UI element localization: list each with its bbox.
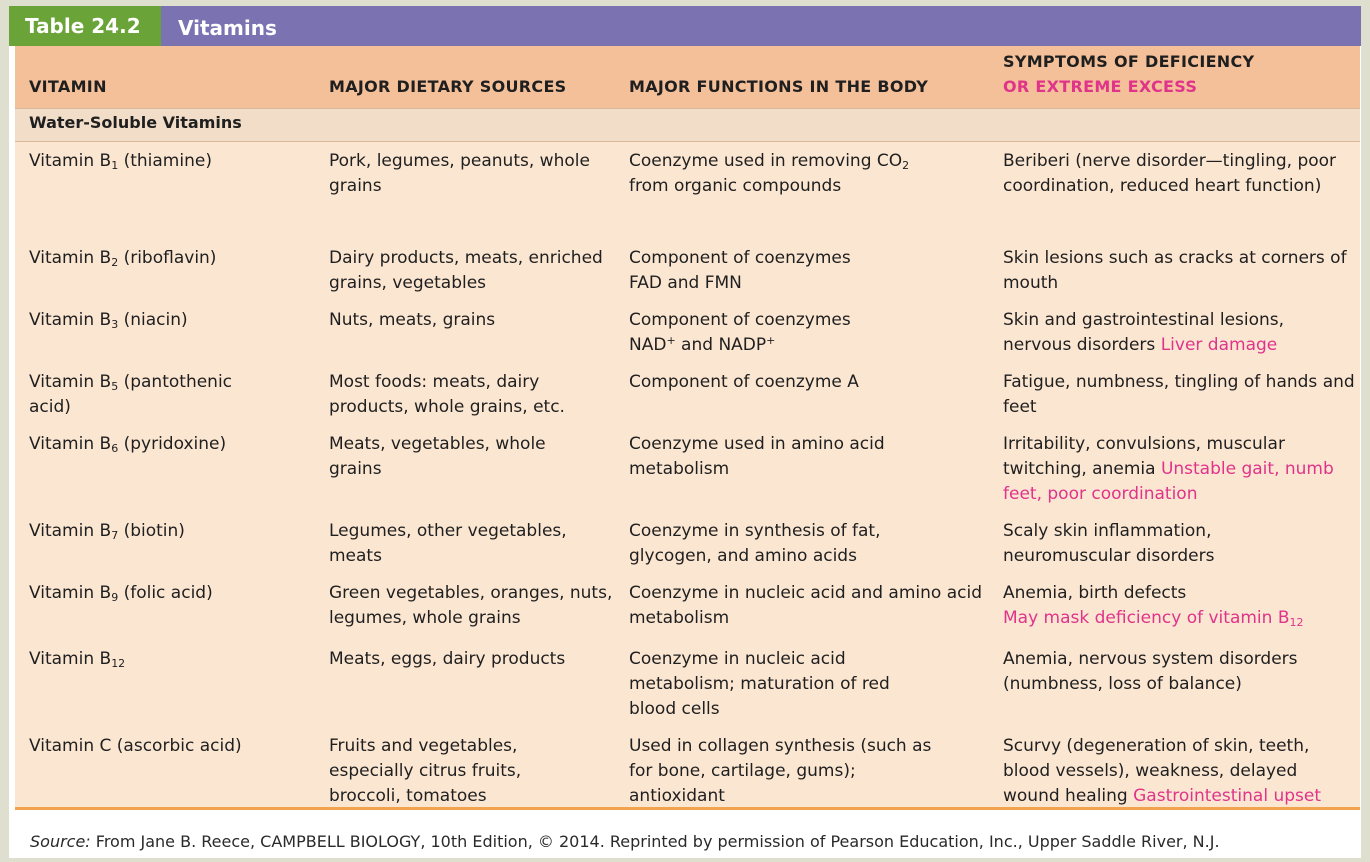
header-functions: MAJOR FUNCTIONS IN THE BODY	[629, 77, 929, 96]
table-title: Vitamins	[178, 16, 277, 40]
sources-cell: Pork, legumes, peanuts, whole grains	[329, 151, 590, 196]
header-symptoms-excess: OR EXTREME EXCESS	[1003, 77, 1198, 96]
functions-cell: Used in collagen synthesis (such as for bone, cartilage, gums); antioxidant	[629, 736, 932, 806]
sources-cell: Legumes, other vegetables, meats	[329, 521, 567, 566]
table-body	[15, 46, 1360, 808]
sources-cell: Dairy products, meats, enriched grains, vegetables	[329, 248, 603, 293]
excess-text: Liver damage	[1160, 335, 1278, 355]
vitamin-cell: Vitamin $B_6$ (pyridoxine)	[29, 434, 227, 455]
header-symptoms-deficiency: SYMPTOMS OF DEFICIENCY	[1003, 52, 1255, 71]
functions-cell: Coenzyme in nucleic acid metabolism; maturation of red blood cells	[629, 649, 890, 719]
vitamin-cell: Vitamin C (ascorbic acid)	[29, 736, 242, 756]
header-vitamin: VITAMIN	[29, 77, 107, 96]
vitamin-cell: Vitamin $B_7$ (biotin)	[29, 521, 185, 542]
section-heading	[15, 108, 1360, 142]
functions-cell: Coenzyme in nucleic acid and amino acid metabolism	[629, 583, 982, 628]
vitamin-cell: Vitamin $B_5$ (pantothenic acid)	[29, 372, 233, 417]
functions-cell: Coenzyme used in amino acid metabolism	[629, 434, 885, 479]
vitamin-cell: Vitamin $B_{12}$	[29, 649, 126, 670]
sources-cell: Fruits and vegetables, especially citrus fruits, broccoli, tomatoes	[329, 736, 522, 806]
functions-cell: Component of coenzymes FAD and FMN	[629, 248, 851, 293]
sources-cell: Meats, eggs, dairy products	[329, 649, 566, 669]
sources-cell: Most foods: meats, dairy products, whole grains, etc.	[329, 372, 565, 417]
symptoms-cell: Scaly skin inflammation, neuromuscular disorders	[1003, 521, 1215, 566]
vitamin-cell: Vitamin $B_1$ (thiamine)	[29, 151, 212, 172]
excess-text: Gastrointestinal upset	[1133, 786, 1321, 806]
functions-cell: Component of coenzymes NAD+ and NADP+	[629, 310, 851, 355]
symptoms-cell: Skin and gastrointestinal lesions, nervous disorders Liver damage	[1003, 310, 1285, 355]
symptoms-cell: Beriberi (nerve disorder—tingling, poor coordination, reduced heart function)	[1003, 151, 1337, 196]
functions-cell: Component of coenzyme A	[629, 372, 859, 392]
functions-cell: Coenzyme in synthesis of fat, glycogen, and amino acids	[629, 521, 881, 566]
bottom-rule	[15, 807, 1360, 810]
vitamin-cell: Vitamin $B_9$ (folic acid)	[29, 583, 213, 604]
symptoms-cell: Anemia, birth defects May mask deficiency of vitamin $B_{12}$	[1003, 583, 1304, 629]
vitamin-cell: Vitamin $B_3$ (niacin)	[29, 310, 188, 331]
symptoms-cell: Anemia, nervous system disorders (numbness, loss of balance)	[1003, 649, 1298, 694]
header-symptoms	[1003, 49, 1254, 99]
sources-cell: Green vegetables, oranges, nuts, legumes, whole grains	[329, 583, 613, 628]
header-sources: MAJOR DIETARY SOURCES	[329, 77, 567, 96]
symptoms-cell: Fatigue, numbness, tingling of hands and feet	[1003, 372, 1355, 417]
symptoms-cell: Skin lesions such as cracks at corners of mouth	[1003, 248, 1347, 293]
sources-cell: Nuts, meats, grains	[329, 310, 496, 330]
sources-cell: Meats, vegetables, whole grains	[329, 434, 546, 479]
section-water-soluble: Water-Soluble Vitamins	[29, 113, 242, 132]
excess-text: Unstable gait, numb feet, poor coordination	[1003, 459, 1334, 504]
functions-cell: Coenzyme used in removing $CO_2$ from organic compounds	[629, 151, 910, 196]
symptoms-cell: Irritability, convulsions, muscular twitching, anemia Unstable gait, numb feet, poor coordination	[1003, 434, 1334, 504]
vitamin-cell: Vitamin $B_2$ (riboflavin)	[29, 248, 217, 269]
table-number: Table 24.2	[9, 6, 161, 46]
source-credit: Source: From Jane B. Reece, CAMPBELL BIOLOGY, 10th Edition, © 2014. Reprinted by permission of Pearson Education, Inc., Upper Saddle River, N.J.	[30, 832, 1220, 851]
column-header-row	[15, 46, 1360, 108]
symptoms-cell: Scurvy (degeneration of skin, teeth, blood vessels), weakness, delayed wound healing Gastrointestinal upset	[1003, 736, 1321, 806]
excess-text: May mask deficiency of vitamin $B_{12}$	[1003, 608, 1304, 629]
